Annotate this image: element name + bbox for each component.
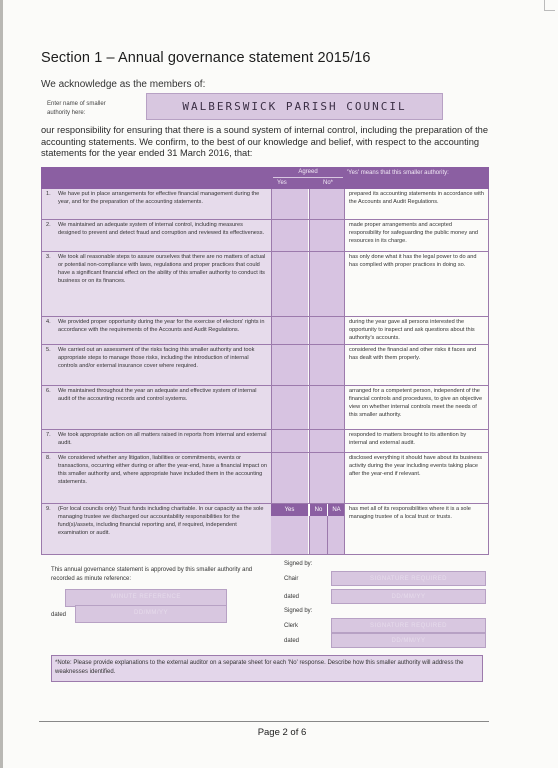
- yes-cell[interactable]: [271, 453, 308, 503]
- table-row: [41, 189, 489, 220]
- yes-header: Yes: [277, 180, 287, 186]
- row-number: 1.: [46, 191, 51, 197]
- table-header: [41, 167, 489, 189]
- no-cell[interactable]: [309, 252, 344, 316]
- yes-cell[interactable]: [271, 317, 308, 344]
- means-header: 'Yes' means that this smaller authority:: [347, 170, 449, 176]
- yes-cell[interactable]: [271, 386, 308, 429]
- row-meaning: has met all of its responsibilities where it is a sole managing trustee of a local trust or trusts.: [344, 504, 489, 554]
- row-meaning: arranged for a competent person, independent of the financial controls and procedures, to give an objective view on whether internal controls meet the needs of this smaller authority.: [344, 386, 489, 429]
- row-meaning: considered the financial and other risks it faces and has dealt with them properly.: [344, 345, 489, 385]
- row-number: 8.: [46, 455, 51, 461]
- clerk-signature-placeholder: SIGNATURE REQUIRED: [370, 623, 447, 629]
- no-cell[interactable]: [309, 189, 344, 219]
- no-cell[interactable]: [309, 317, 344, 344]
- section-title: Section 1 – Annual governance statement 2015/16: [41, 50, 371, 66]
- row-statement: We provided proper opportunity during the year for the exercise of electors' rights in accordance with the requirements of the Accounts and Audit Regulations.: [58, 319, 265, 334]
- na-option-header: NA: [327, 504, 345, 516]
- yes-cell[interactable]: [271, 252, 308, 316]
- yes-cell[interactable]: [271, 516, 308, 554]
- yes-cell[interactable]: [271, 189, 308, 219]
- note-box: *Note: Please provide explanations to the external auditor on a separate sheet for each 'No' response. Describe how this smaller authority will address the weaknesses identified.: [51, 655, 483, 682]
- signed-by-label: Signed by:: [284, 561, 313, 567]
- approval-text: This annual governance statement is approved by this smaller authority and recorded as minute reference:: [51, 567, 253, 582]
- table-row: [41, 453, 489, 504]
- table-row: [41, 504, 489, 555]
- row-number: 6.: [46, 388, 51, 394]
- row-statement: We took appropriate action on all matters raised in reports from internal and external audit.: [58, 432, 267, 447]
- agreed-header: Agreed: [273, 169, 343, 178]
- enter-name-label: Enter name of smaller authority here:: [47, 101, 106, 116]
- yes-cell[interactable]: [271, 220, 308, 251]
- table-row: [41, 252, 489, 317]
- row-statement: We maintained throughout the year an adequate and effective system of internal audit of the accounting records and control systems.: [58, 388, 257, 403]
- row-statement: We carried out an assessment of the risks facing this smaller authority and took appropriate steps to manage those risks, including the introduction of internal controls and/or external insurance cover where required.: [58, 347, 255, 370]
- row-statement: We considered whether any litigation, liabilities or commitments, events or transactions, occurring either during or after the year-end, have a financial impact on this smaller authority and, where appropriate have included them in the accounting statements.: [58, 455, 267, 486]
- row-meaning: during the year gave all persons interested the opportunity to inspect and ask questions about this authority's accounts.: [344, 317, 489, 344]
- row-statement: We maintained an adequate system of internal control, including measures designed to prevent and detect fraud and corruption and reviewed its effectiveness.: [58, 222, 265, 237]
- row-number: 7.: [46, 432, 51, 438]
- table-row: [41, 430, 489, 453]
- chair-signature-field[interactable]: [331, 571, 486, 586]
- clerk-date-field[interactable]: [331, 633, 486, 648]
- table-row: [41, 345, 489, 386]
- no-cell[interactable]: [309, 386, 344, 429]
- table-row: [41, 220, 489, 252]
- no-cell[interactable]: [309, 345, 344, 385]
- approval-date-field[interactable]: [75, 605, 227, 623]
- no-cell[interactable]: [309, 516, 327, 554]
- footer-divider: [39, 721, 489, 722]
- row-meaning: has only done what it has the legal power to do and has complied with proper practices in doing so.: [344, 252, 489, 316]
- row-statement: We have put in place arrangements for effective financial management during the year, and for the preparation of the accounting statements.: [58, 191, 260, 206]
- no-cell[interactable]: [309, 220, 344, 251]
- clerk-signature-field[interactable]: [331, 618, 486, 633]
- dated-label: dated: [51, 612, 67, 618]
- page-corner-fold: [544, 0, 555, 11]
- row-meaning: responded to matters brought to its attention by internal and external audit.: [344, 430, 489, 452]
- chair-label: Chair: [284, 576, 299, 582]
- authority-name-value: WALBERSWICK PARISH COUNCIL: [182, 100, 407, 113]
- no-option-header: No: [309, 504, 327, 516]
- table-row: [41, 317, 489, 345]
- chair-date-placeholder: DD/MM/YY: [391, 594, 426, 600]
- row-number: 5.: [46, 347, 51, 353]
- yes-cell[interactable]: [271, 345, 308, 385]
- authority-name-field[interactable]: [146, 93, 443, 120]
- yes-option-header: Yes: [271, 504, 308, 516]
- row-number: 2.: [46, 222, 51, 228]
- governance-table: [41, 167, 489, 556]
- yes-cell[interactable]: [271, 430, 308, 452]
- signed-by-label: Signed by:: [284, 608, 313, 614]
- no-cell[interactable]: [309, 430, 344, 452]
- row-number: 9.: [46, 506, 51, 512]
- clerk-label: Clerk: [284, 623, 299, 629]
- page-number: Page 2 of 6: [257, 727, 307, 738]
- na-cell[interactable]: [327, 516, 345, 554]
- no-cell[interactable]: [309, 453, 344, 503]
- no-header: No*: [323, 180, 334, 186]
- row-meaning: made proper arrangements and accepted responsibility for safeguarding the public money and resources in its charge.: [344, 220, 489, 251]
- responsibility-text: our responsibility for ensuring that there is a sound system of internal control, including the preparation of the accounting statements. We confirm, to the best of our knowledge and belief, with respect to the accounting statements for the year ended 31 March 2016, that:: [41, 125, 489, 158]
- row-number: 3.: [46, 254, 51, 260]
- approval-date-placeholder: DD/MM/YY: [134, 610, 168, 616]
- clerk-date-placeholder: DD/MM/YY: [391, 638, 426, 644]
- clerk-dated-label: dated: [284, 638, 300, 644]
- chair-signature-placeholder: SIGNATURE REQUIRED: [370, 576, 447, 582]
- row-statement: (For local councils only) Trust funds including charitable. In our capacity as the sole managing trustee we discharged our accountability responsibilities for the fund(s)/assets, including financial reporting and, if required, independent examination or audit.: [58, 506, 264, 537]
- minute-reference-placeholder: MINUTE REFERENCE: [111, 594, 181, 600]
- row-statement: We took all reasonable steps to assure ourselves that there are no matters of actual or potential non-compliance with laws, regulations and proper practices that could have a significant financial effect on the ability of this smaller authority to conduct its business or on its finances.: [58, 254, 266, 285]
- chair-dated-label: dated: [284, 594, 300, 600]
- acknowledge-text: We acknowledge as the members of:: [41, 79, 206, 90]
- chair-date-field[interactable]: [331, 589, 486, 604]
- table-row: [41, 386, 489, 430]
- row-meaning: prepared its accounting statements in accordance with the Accounts and Audit Regulations.: [344, 189, 489, 219]
- row-number: 4.: [46, 319, 51, 325]
- row-meaning: disclosed everything it should have about its business activity during the year including events taking place after the year-end if relevant.: [344, 453, 489, 503]
